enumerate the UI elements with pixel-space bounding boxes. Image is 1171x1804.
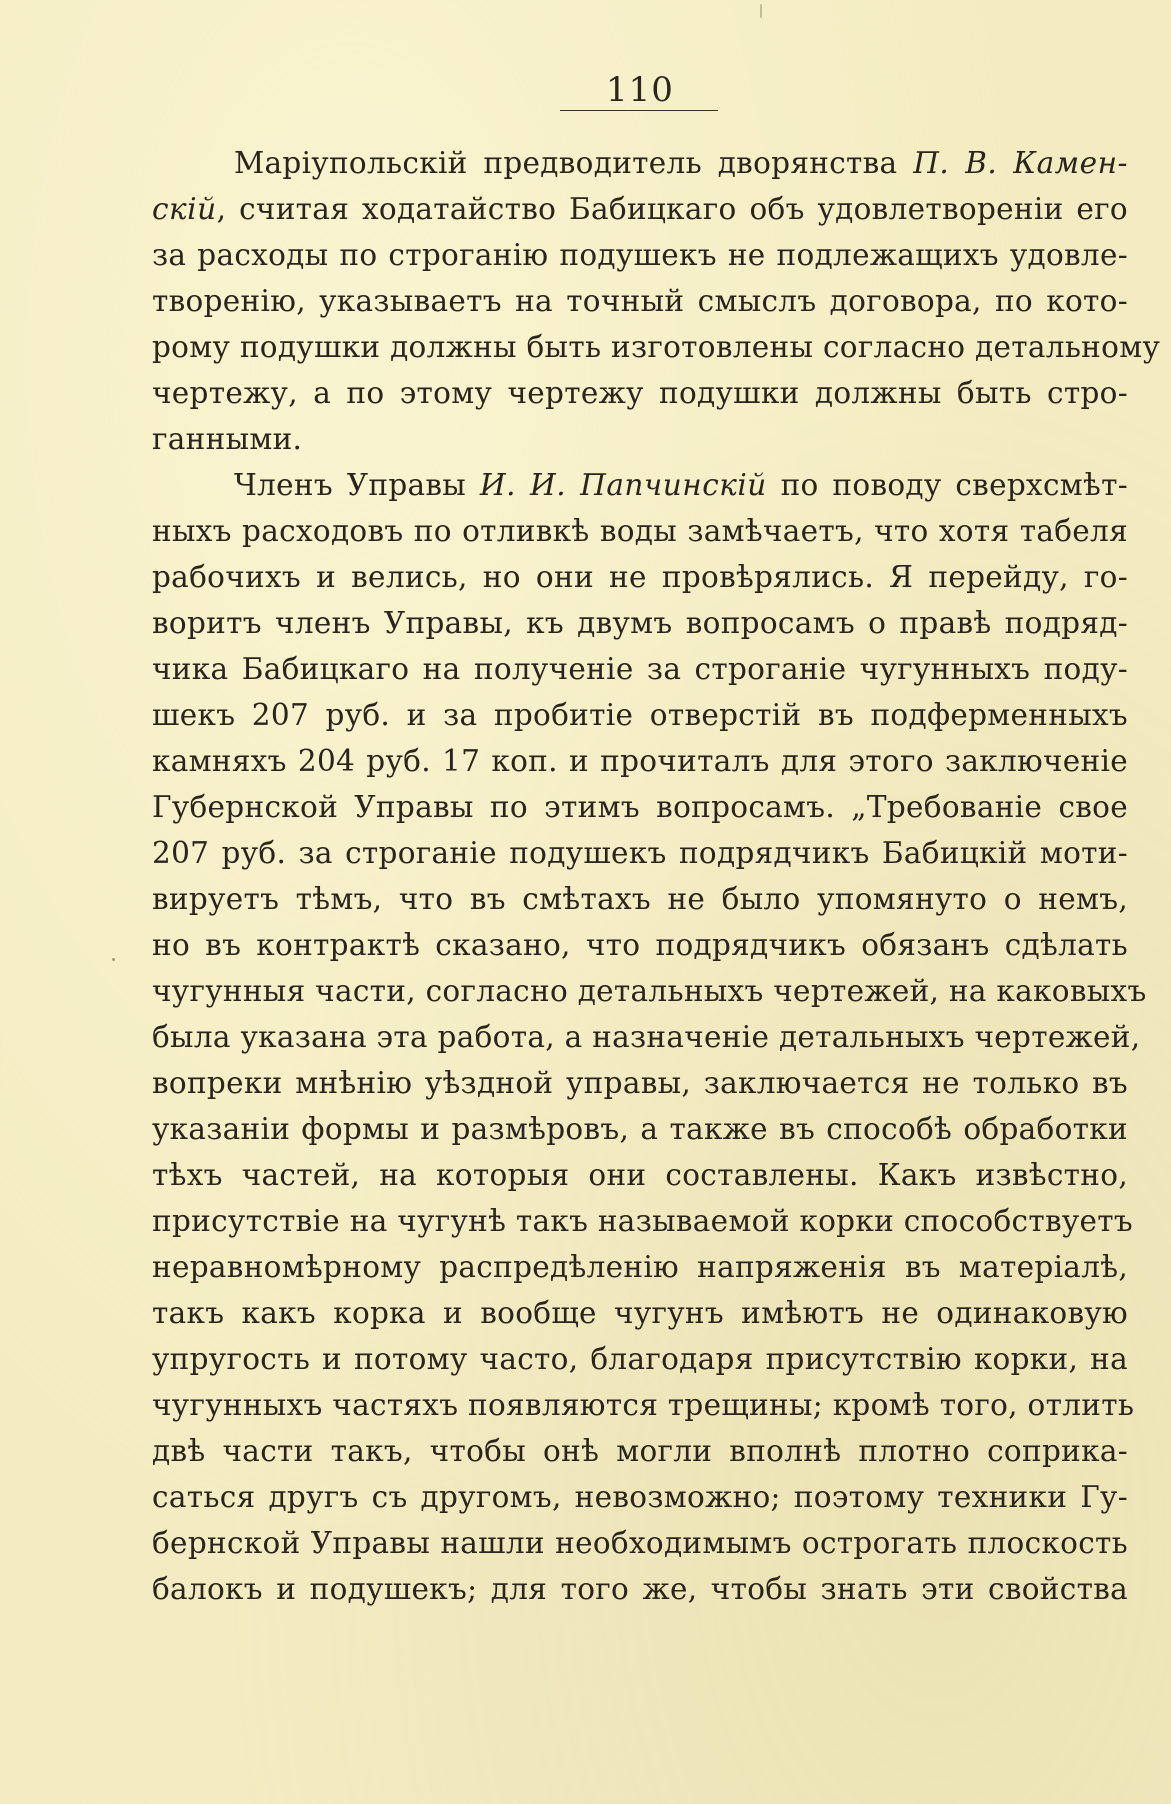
text-line — [152, 462, 1128, 508]
text-run: была указана эта работа, а назначеніе детальныхъ чертежей, — [152, 1020, 1141, 1054]
text-line — [152, 784, 1128, 830]
text-run: бернской Управы нашли необходимымъ острогать плоскость — [152, 1526, 1128, 1560]
text-run: указаніи формы и размѣровъ, а также въ способѣ обработки — [152, 1112, 1128, 1146]
text-line — [152, 1382, 1135, 1428]
text-line — [152, 738, 1128, 784]
paragraph — [152, 462, 1147, 1612]
text-line — [152, 416, 1128, 462]
text-run: вируетъ тѣмъ, что въ смѣтахъ не было упомянуто о немъ, — [152, 882, 1128, 916]
text-run: воритъ членъ Управы, къ двумъ вопросамъ о правѣ подряд- — [152, 606, 1128, 640]
text-run: рабочихъ и велись, но они не провѣрялись. Я перейду, го- — [152, 560, 1128, 594]
text-line — [152, 1152, 1128, 1198]
text-run: творенію, указываетъ на точный смыслъ договора, по кото- — [152, 284, 1128, 318]
text-line — [152, 876, 1128, 922]
text-line — [152, 1566, 1128, 1612]
text-run: вопреки мнѣнію уѣздной управы, заключается не только въ — [152, 1066, 1128, 1100]
italic-name: П. В. Камен- — [913, 146, 1128, 180]
text-line — [152, 968, 1147, 1014]
text-run: но въ контрактѣ сказано, что подрядчикъ обязанъ сдѣлать — [152, 928, 1128, 962]
text-line — [152, 140, 1128, 186]
text-line — [152, 692, 1128, 738]
text-line — [152, 1474, 1128, 1520]
text-line — [152, 324, 1161, 370]
text-line — [152, 1290, 1128, 1336]
text-line — [152, 600, 1128, 646]
text-line — [152, 554, 1128, 600]
text-line — [152, 232, 1128, 278]
text-run: такъ какъ корка и вообще чугунъ имѣютъ не одинаковую — [152, 1296, 1128, 1330]
text-run: рому подушки должны быть изготовлены согласно детальному — [152, 330, 1161, 364]
text-run: присутствіе на чугунѣ такъ называемой корки способствуетъ — [152, 1204, 1133, 1238]
text-line — [152, 646, 1128, 692]
text-run: Членъ Управы — [234, 468, 480, 502]
print-speck — [112, 958, 115, 961]
text-line — [152, 186, 1128, 232]
text-run: балокъ и подушекъ; для того же, чтобы знать эти свойства — [152, 1572, 1128, 1606]
print-speck — [760, 4, 762, 18]
italic-name: скій — [152, 192, 217, 226]
text-run: упругость и потому часто, благодаря присутствію корки, на — [152, 1342, 1128, 1376]
text-run: чугунныя части, согласно детальныхъ чертежей, на каковыхъ — [152, 974, 1147, 1008]
text-line — [152, 1198, 1133, 1244]
text-line — [152, 1014, 1141, 1060]
text-run: ганными. — [152, 422, 303, 456]
text-run: Маріупольскій предводитель дворянства — [234, 146, 914, 180]
body-text — [152, 140, 1161, 1612]
italic-name: И. И. Папчинскій — [479, 468, 767, 502]
text-line — [152, 1106, 1128, 1152]
text-run: за расходы по строганію подушекъ не подлежащихъ удовле- — [152, 238, 1128, 272]
text-line — [152, 830, 1128, 876]
text-run: шекъ 207 руб. и за пробитіе отверстій въ подферменныхъ — [152, 698, 1128, 732]
paragraph — [152, 140, 1161, 462]
text-line — [152, 922, 1128, 968]
text-run: ныхъ расходовъ по отливкѣ воды замѣчаетъ, что хотя табеля — [152, 514, 1128, 548]
text-line — [152, 1336, 1128, 1382]
text-run: , считая ходатайство Бабицкаго объ удовлетвореніи его — [216, 192, 1128, 226]
text-line — [152, 370, 1128, 416]
text-line — [152, 1428, 1128, 1474]
text-run: по поводу сверхсмѣт- — [766, 468, 1128, 502]
text-line — [152, 1520, 1128, 1566]
text-run: чугунныхъ частяхъ появляются трещины; кромѣ того, отлить — [152, 1388, 1135, 1422]
text-run: саться другъ съ другомъ, невозможно; поэтому техники Гу- — [152, 1480, 1128, 1514]
page-number: 110 — [606, 70, 674, 110]
text-line — [152, 1244, 1128, 1290]
text-run: чика Бабицкаго на полученіе за строганіе чугунныхъ поду- — [152, 652, 1128, 686]
text-line — [152, 278, 1128, 324]
text-run: камняхъ 204 руб. 17 коп. и прочиталъ для этого заключеніе — [152, 744, 1128, 778]
text-run: двѣ части такъ, чтобы онѣ могли вполнѣ плотно соприка- — [152, 1434, 1128, 1468]
text-line — [152, 1060, 1128, 1106]
text-line — [152, 508, 1128, 554]
text-run: тѣхъ частей, на которыя они составлены. Какъ извѣстно, — [152, 1158, 1128, 1192]
text-run: неравномѣрному распредѣленію напряженія въ матеріалѣ, — [152, 1250, 1128, 1284]
text-run: чертежу, а по этому чертежу подушки должны быть стро- — [152, 376, 1128, 410]
text-run: 207 руб. за строганіе подушекъ подрядчикъ Бабицкій моти- — [152, 836, 1128, 870]
header-rule — [560, 110, 718, 111]
text-run: Губернской Управы по этимъ вопросамъ. „Требованіе свое — [152, 790, 1128, 824]
